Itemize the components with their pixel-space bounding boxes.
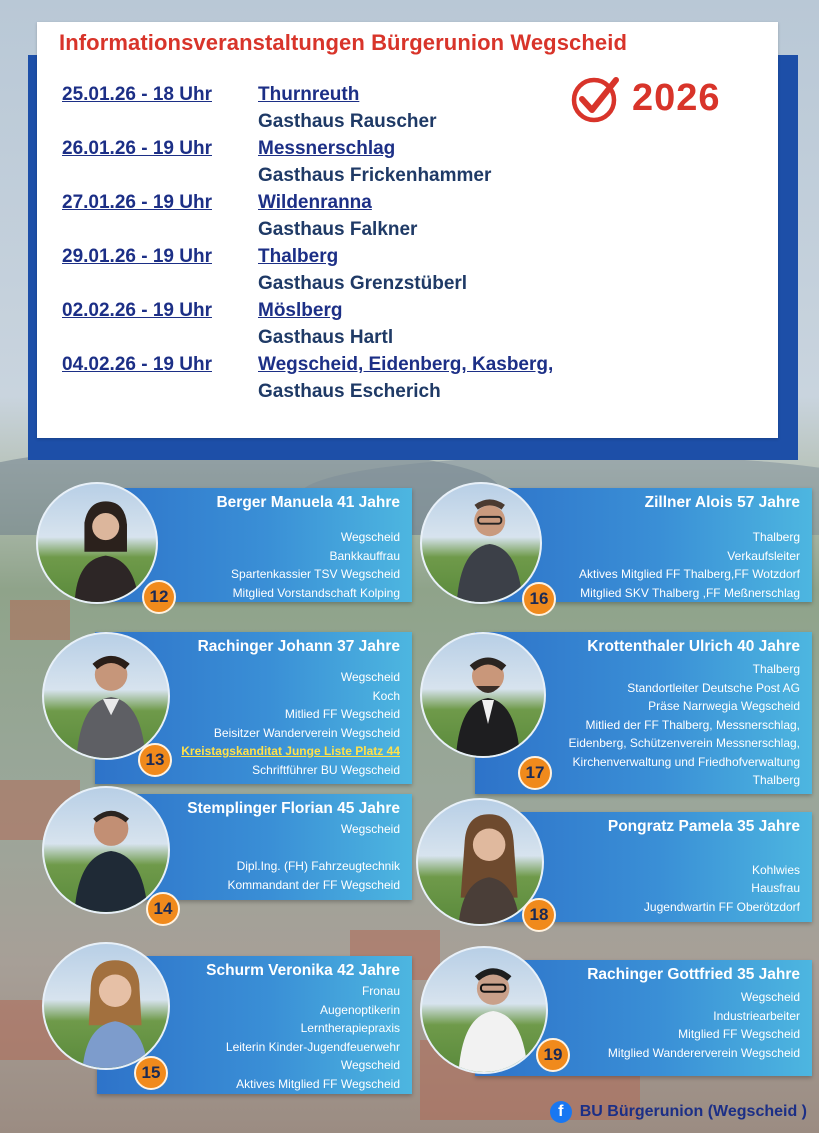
candidate-photo bbox=[420, 632, 546, 758]
candidate-detail: Spartenkassier TSV Wegscheid bbox=[231, 567, 400, 581]
candidate-detail: Kommandant der FF Wegscheid bbox=[227, 877, 400, 892]
candidate-photo bbox=[42, 942, 170, 1070]
candidate-details bbox=[231, 528, 400, 602]
candidate-highlight-link[interactable]: Kreistagskanditat Junge Liste Platz 44 bbox=[181, 744, 400, 758]
footer-facebook-link[interactable]: BU Bürgerunion (Wegscheid ) bbox=[579, 1103, 807, 1120]
list-number-badge: 18 bbox=[522, 898, 556, 932]
candidate-card bbox=[418, 478, 812, 612]
event-item bbox=[62, 300, 622, 354]
candidate-details bbox=[181, 668, 400, 779]
facebook-icon[interactable]: f bbox=[550, 1101, 572, 1123]
candidate-photo bbox=[42, 786, 170, 914]
year-label: 2026 bbox=[632, 76, 721, 119]
candidate-card bbox=[40, 628, 412, 786]
candidate-detail: Industriearbeiter bbox=[713, 1008, 800, 1023]
event-place[interactable]: Thurnreuth bbox=[258, 84, 360, 105]
candidate-details bbox=[227, 820, 400, 894]
candidate-photo bbox=[36, 482, 158, 604]
candidate-name: Berger Manuela 41 Jahre bbox=[216, 494, 400, 511]
list-number-badge: 16 bbox=[522, 582, 556, 616]
candidate-name: Pongratz Pamela 35 Jahre bbox=[607, 818, 800, 835]
list-number-badge: 12 bbox=[142, 580, 176, 614]
candidate-detail: Mitglied Wandererverein Wegscheid bbox=[607, 1045, 800, 1060]
candidate-card bbox=[42, 942, 412, 1094]
candidate-name: Rachinger Gottfried 35 Jahre bbox=[587, 966, 800, 983]
candidate-detail: Mitlied FF Wegscheid bbox=[284, 707, 400, 721]
candidate-detail: Wegscheid bbox=[740, 990, 800, 1004]
candidate-detail: Fronau bbox=[361, 984, 400, 998]
candidate-detail: Aktives Mitglied FF Wegscheid bbox=[236, 1076, 400, 1091]
candidate-detail: Mitglied SKV Thalberg ,FF Meßnerschlag bbox=[580, 585, 800, 600]
candidate-card bbox=[42, 784, 412, 930]
event-venue: Gasthaus Rauscher bbox=[258, 111, 437, 132]
footer bbox=[550, 1101, 807, 1123]
candidate-name: Rachinger Johann 37 Jahre bbox=[197, 638, 400, 655]
event-place[interactable]: Möslberg bbox=[258, 300, 343, 321]
page-title: Informationsveranstaltungen Bürgerunion Wegscheid bbox=[59, 30, 628, 55]
candidate-detail: Jugendwartin FF Oberötzdorf bbox=[643, 899, 800, 914]
candidate-detail: Kirchenverwaltung und Friedhofverwaltung bbox=[572, 754, 800, 769]
event-venue: Gasthaus Frickenhammer bbox=[258, 165, 492, 186]
list-number-badge: 13 bbox=[138, 743, 172, 777]
candidate-details bbox=[226, 982, 400, 1093]
event-venue: Gasthaus Falkner bbox=[258, 219, 418, 240]
event-venue: Gasthaus Grenzstüberl bbox=[258, 273, 468, 294]
candidate-name: Krottenthaler Ulrich 40 Jahre bbox=[587, 638, 800, 655]
candidate-detail: Aktives Mitglied FF Thalberg,FF Wotzdorf bbox=[579, 567, 800, 581]
candidate-detail: Thalberg bbox=[752, 773, 800, 787]
candidate-detail: Verkaufsleiter bbox=[727, 548, 800, 563]
event-venue: Gasthaus Hartl bbox=[258, 327, 394, 348]
info-card bbox=[37, 22, 778, 438]
event-place[interactable]: Wildenranna bbox=[258, 192, 372, 213]
candidate-detail: Wegscheid bbox=[340, 530, 400, 544]
candidate-detail: Wegscheid bbox=[340, 670, 400, 684]
candidate-details bbox=[644, 842, 800, 916]
event-place[interactable]: Wegscheid, Eidenberg, Kasberg, bbox=[258, 354, 554, 375]
candidate-detail: Beisitzer Wanderverein Wegscheid bbox=[213, 725, 400, 740]
candidate-detail: Mitglied FF Wegscheid bbox=[678, 1027, 800, 1041]
candidate-photo bbox=[420, 482, 542, 604]
list-number-badge: 14 bbox=[146, 892, 180, 926]
candidate-photo bbox=[420, 946, 548, 1074]
candidate-name: Zillner Alois 57 Jahre bbox=[644, 494, 800, 511]
list-number-badge: 15 bbox=[134, 1056, 168, 1090]
event-date[interactable]: 29.01.26 - 19 Uhr bbox=[62, 246, 212, 267]
event-item bbox=[62, 354, 622, 408]
candidate-details bbox=[569, 660, 800, 790]
candidate-detail bbox=[644, 842, 800, 861]
event-date[interactable]: 25.01.26 - 18 Uhr bbox=[62, 84, 212, 105]
candidate-detail: Mitlied der FF Thalberg, Messnerschlag, bbox=[585, 717, 800, 732]
candidate-detail: Wegscheid bbox=[340, 822, 400, 836]
candidate-details bbox=[579, 528, 800, 602]
candidate-card bbox=[420, 946, 812, 1092]
candidate-detail: Thalberg bbox=[752, 662, 800, 676]
candidate-details bbox=[608, 988, 800, 1062]
candidate-detail: Präse Narrwegia Wegscheid bbox=[648, 699, 800, 713]
candidate-detail: Augenoptikerin bbox=[319, 1002, 400, 1017]
list-number-badge: 19 bbox=[536, 1038, 570, 1072]
candidate-detail: Koch bbox=[372, 688, 400, 703]
candidate-detail: Bankkauffrau bbox=[329, 548, 400, 563]
candidate-detail: Kohlwies bbox=[751, 862, 800, 877]
candidate-card bbox=[420, 628, 812, 796]
candidate-detail: Standortleiter Deutsche Post AG bbox=[627, 680, 800, 695]
candidate-card bbox=[34, 478, 412, 612]
candidate-detail bbox=[227, 839, 400, 858]
candidate-detail: Thalberg bbox=[752, 530, 800, 544]
event-date[interactable]: 04.02.26 - 19 Uhr bbox=[62, 354, 212, 375]
candidate-detail: Mitglied Vorstandschaft Kolping bbox=[232, 585, 400, 600]
candidate-detail: Dipl.Ing. (FH) Fahrzeugtechnik bbox=[236, 859, 400, 873]
event-item bbox=[62, 246, 622, 300]
candidate-detail: Schriftführer BU Wegscheid bbox=[252, 762, 400, 777]
event-item bbox=[62, 192, 622, 246]
event-venue: Gasthaus Escherich bbox=[258, 381, 441, 402]
candidate-name: Schurm Veronika 42 Jahre bbox=[206, 962, 400, 979]
event-item bbox=[62, 138, 622, 192]
event-date[interactable]: 27.01.26 - 19 Uhr bbox=[62, 192, 212, 213]
candidate-detail: Eidenberg, Schützenverein Messnerschlag, bbox=[568, 736, 800, 750]
candidate-card bbox=[416, 798, 812, 938]
candidate-detail: Leiterin Kinder-Jugendfeuerwehr bbox=[225, 1039, 400, 1054]
event-date[interactable]: 02.02.26 - 19 Uhr bbox=[62, 300, 212, 321]
candidate-detail: Wegscheid bbox=[340, 1058, 400, 1072]
event-list bbox=[62, 84, 622, 408]
event-date[interactable]: 26.01.26 - 19 Uhr bbox=[62, 138, 212, 159]
candidate-detail: Lerntherapiepraxis bbox=[300, 1021, 400, 1035]
candidate-name: Stemplinger Florian 45 Jahre bbox=[187, 800, 400, 817]
candidate-photo bbox=[42, 632, 170, 760]
event-place[interactable]: Thalberg bbox=[258, 246, 339, 267]
list-number-badge: 17 bbox=[518, 756, 552, 790]
candidate-detail: Hausfrau bbox=[751, 881, 800, 895]
event-item bbox=[62, 84, 622, 138]
event-place[interactable]: Messnerschlag bbox=[258, 138, 396, 159]
